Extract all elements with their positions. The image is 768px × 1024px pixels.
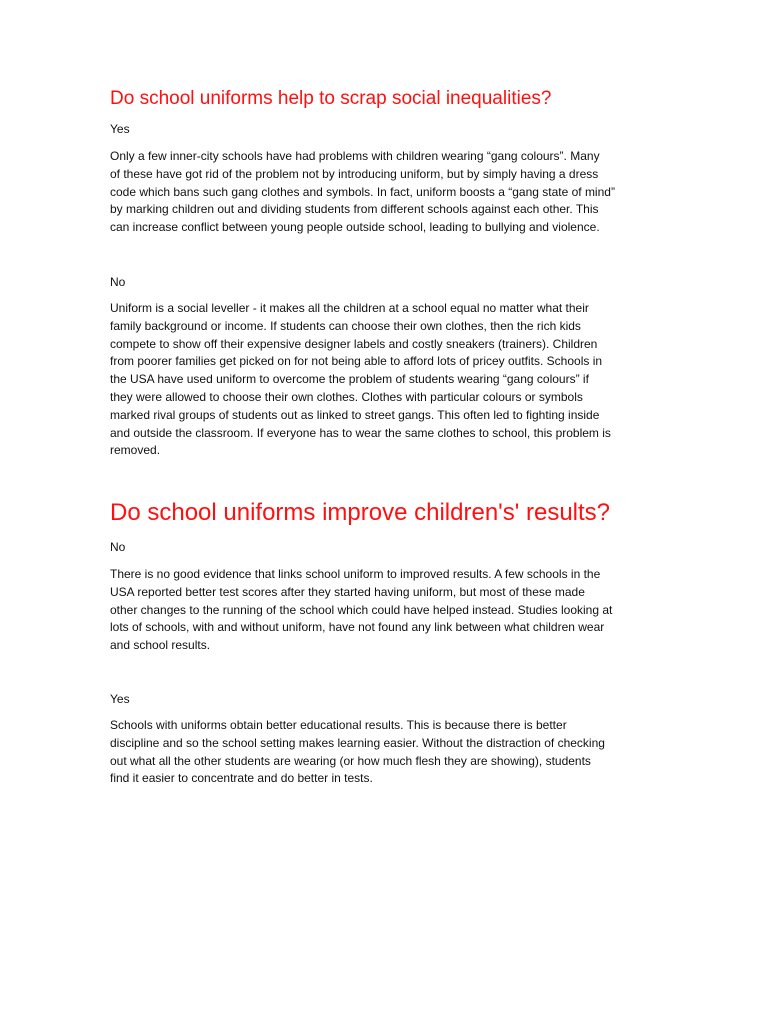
paragraph-line: family background or income. If students can choose their own clothes, then the rich kids (110, 318, 581, 333)
section2-no-label: No (110, 540, 126, 554)
paragraph-line: of these have got rid of the problem not by introducing uniform, but by simply having a dress (110, 166, 599, 181)
paragraph-line: from poorer families get picked on for not being able to afford lots of pricey outfits. Schools in (110, 354, 603, 369)
paragraph-line: There is no good evidence that links school uniform to improved results. A few schools in the (110, 567, 601, 581)
paragraph-line: USA reported better test scores after they started having uniform, but most of these made (110, 584, 585, 599)
section2-yes-label: Yes (110, 692, 130, 706)
paragraph-line: Only a few inner-city schools have had problems with children wearing “gang colours”. Many (110, 149, 600, 163)
section1-no-label: No (110, 275, 126, 289)
paragraph-line: and outside the classroom. If everyone has to wear the same clothes to school, this problem is (110, 425, 611, 440)
paragraph-line: Uniform is a social leveller - it makes all the children at a school equal no matter what their (110, 301, 589, 315)
paragraph-line: the USA have used uniform to overcome the problem of students wearing “gang colours” if (110, 372, 589, 387)
section1-yes-label: Yes (110, 122, 130, 136)
paragraph-line: removed. (110, 443, 161, 458)
paragraph-line: other changes to the running of the school which could have helped instead. Studies looking at (110, 602, 613, 617)
paragraph-line: can increase conflict between young people outside school, leading to bullying and violence. (110, 220, 600, 235)
section1-yes-paragraph (110, 148, 658, 237)
paragraph-line: lots of schools, with and without uniform, have not found any link between what children wear (110, 620, 605, 635)
paragraph-line: and school results. (110, 638, 211, 653)
paragraph-line: code which bans such gang clothes and symbols. In fact, uniform boosts a “gang state of mind” (110, 184, 615, 199)
paragraph-line: find it easier to concentrate and do better in tests. (110, 771, 373, 786)
section2-no-paragraph (110, 566, 658, 655)
paragraph-line: compete to show off their expensive designer labels and costly sneakers (trainers). Children (110, 336, 598, 351)
section2-yes-paragraph (110, 717, 658, 788)
section1-heading: Do school uniforms help to scrap social inequalities? (110, 88, 552, 109)
paragraph-line: out what all the other students are wearing (or how much flesh they are showing), students (110, 753, 591, 768)
paragraph-line: discipline and so the school setting makes learning easier. Without the distraction of checking (110, 735, 605, 750)
section1-no-paragraph (110, 300, 658, 460)
paragraph-line: Schools with uniforms obtain better educational results. This is because there is better (110, 718, 567, 732)
section2-heading: Do school uniforms improve children's' results? (110, 499, 611, 526)
paragraph-line: they were allowed to choose their own clothes. Clothes with particular colours or symbols (110, 389, 583, 404)
paragraph-line: by marking children out and dividing students from different schools against each other. This (110, 202, 599, 217)
paragraph-line: marked rival groups of students out as linked to street gangs. This often led to fighting inside (110, 407, 600, 422)
